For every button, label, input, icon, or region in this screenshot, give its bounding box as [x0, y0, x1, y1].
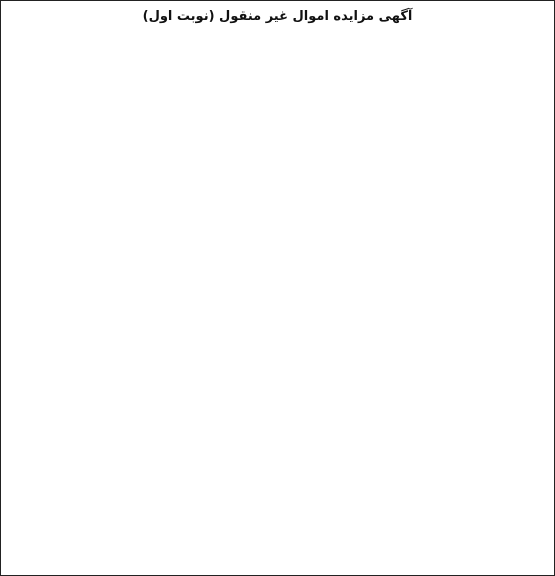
- notice-title: آگهی مزایده اموال غیر منقول (نوبت اول): [142, 9, 413, 24]
